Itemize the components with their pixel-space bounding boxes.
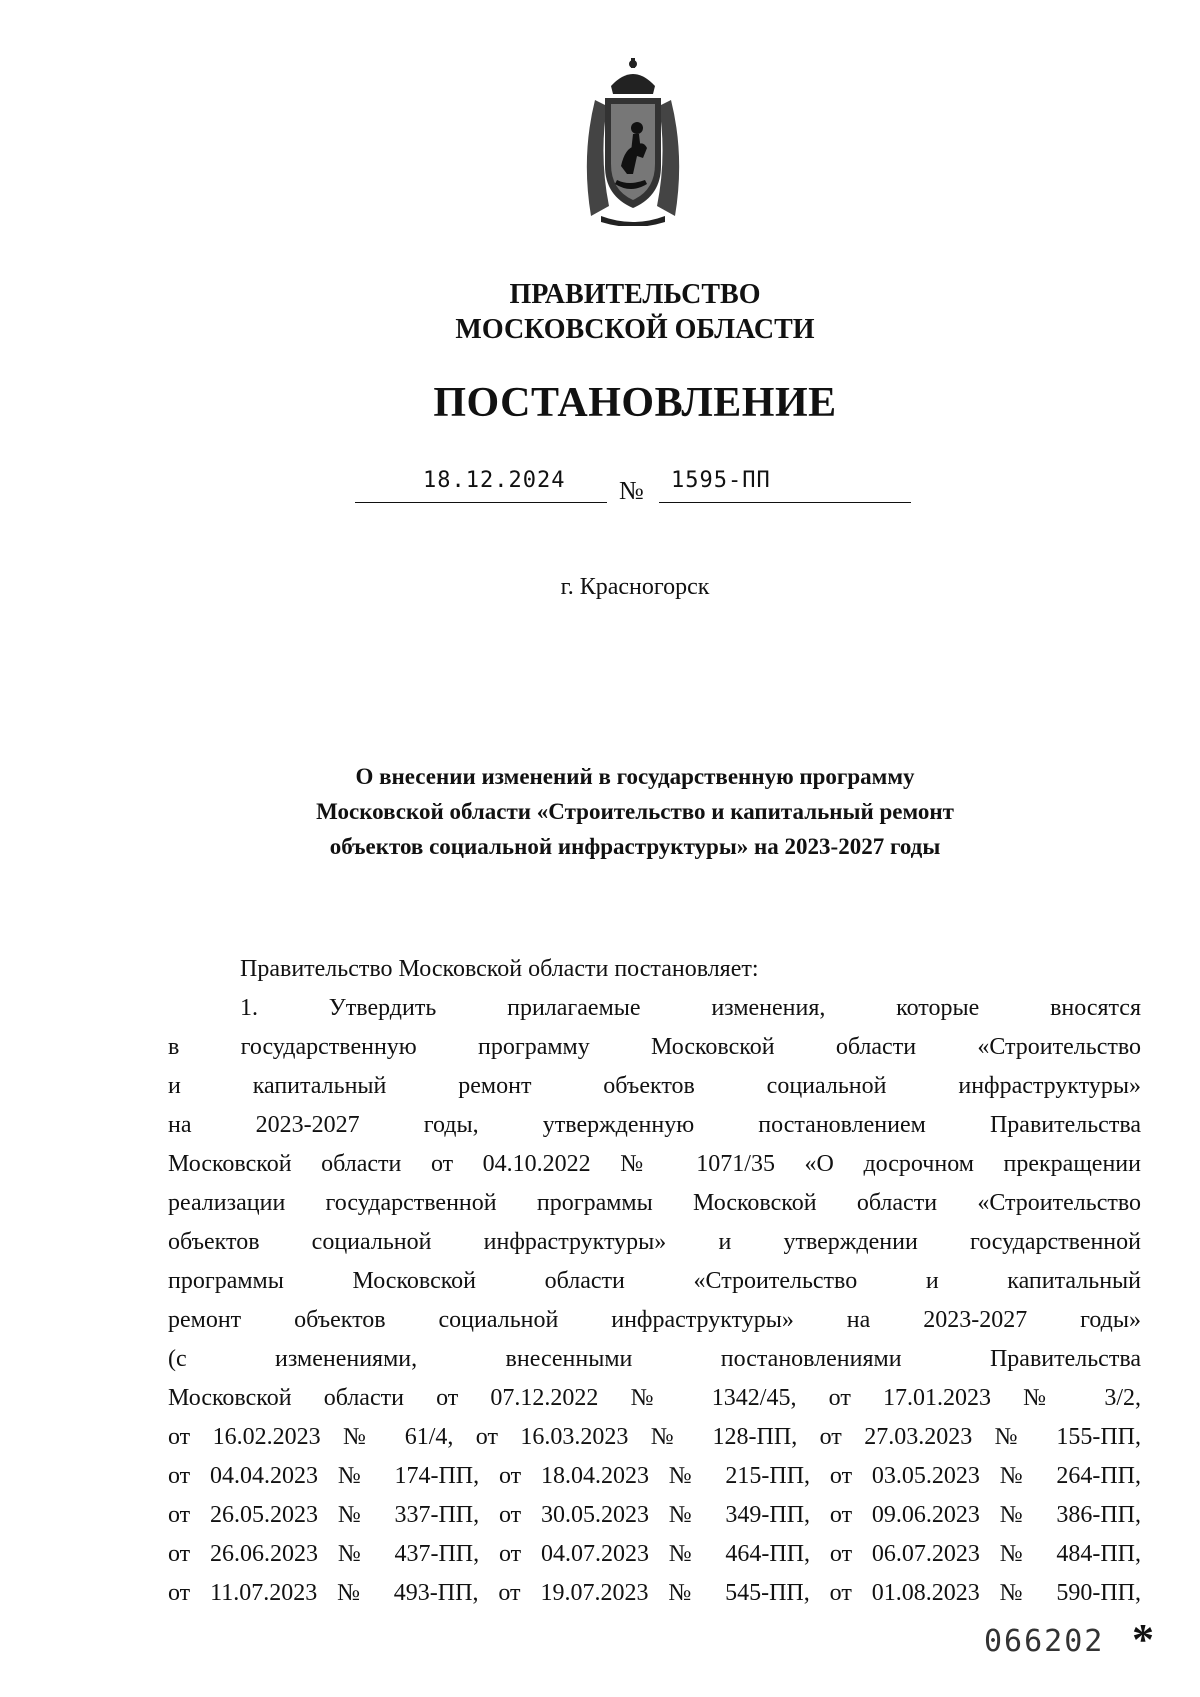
organization-name-line1: ПРАВИТЕЛЬСТВО bbox=[509, 279, 761, 310]
body-line: и капитальный ремонт объектов социальной инфраструктуры» bbox=[168, 1073, 1141, 1099]
serial-number-stamp: 066202 bbox=[984, 1624, 1105, 1659]
body-line: от 16.02.2023 № 61/4, от 16.03.2023 № 128-ПП, от 27.03.2023 № 155-ПП, bbox=[168, 1424, 1141, 1450]
body-line: от 26.06.2023 № 437-ПП, от 04.07.2023 № 464-ПП, от 06.07.2023 № 484-ПП, bbox=[168, 1541, 1141, 1567]
body-line: реализации государственной программы Московской области «Строительство bbox=[168, 1190, 1141, 1216]
body-line: от 04.04.2023 № 174-ПП, от 18.04.2023 № 215-ПП, от 03.05.2023 № 264-ПП, bbox=[168, 1463, 1141, 1489]
body-line: Московской области от 07.12.2022 № 1342/45, от 17.01.2023 № 3/2, bbox=[168, 1385, 1141, 1411]
number-underline bbox=[659, 502, 911, 503]
body-line: объектов социальной инфраструктуры» и утверждении государственной bbox=[168, 1229, 1141, 1255]
body-line: от 11.07.2023 № 493-ПП, от 19.07.2023 № 545-ПП, от 01.08.2023 № 590-ПП, bbox=[168, 1580, 1141, 1606]
coat-of-arms-emblem bbox=[573, 56, 693, 226]
body-line: Московской области от 04.10.2022 № 1071/35 «О досрочном прекращении bbox=[168, 1151, 1141, 1177]
document-number: 1595-ПП bbox=[671, 468, 771, 493]
body-line: (с изменениями, внесенными постановлениями Правительства bbox=[168, 1346, 1141, 1372]
subject-line-2: Московской области «Строительство и капитальный ремонт bbox=[316, 799, 954, 824]
body-line: на 2023-2027 годы, утвержденную постановлением Правительства bbox=[168, 1112, 1141, 1138]
subject-line-3: объектов социальной инфраструктуры» на 2023-2027 годы bbox=[329, 834, 941, 859]
body-line: программы Московской области «Строительство и капитальный bbox=[168, 1268, 1141, 1294]
body-line: в государственную программу Московской области «Строительство bbox=[168, 1034, 1141, 1060]
body-line: от 26.05.2023 № 337-ПП, от 30.05.2023 № 349-ПП, от 09.06.2023 № 386-ПП, bbox=[168, 1502, 1141, 1528]
subject-line-1: О внесении изменений в государственную программу bbox=[355, 764, 915, 789]
date-underline bbox=[355, 502, 607, 503]
body-line: ремонт объектов социальной инфраструктуры» на 2023-2027 годы» bbox=[168, 1307, 1141, 1333]
number-sign: № bbox=[619, 476, 644, 505]
city: г. Красногорск bbox=[560, 574, 710, 600]
document-date: 18.12.2024 bbox=[423, 468, 566, 493]
organization-name-line2: МОСКОВСКОЙ ОБЛАСТИ bbox=[455, 314, 815, 345]
asterisk-mark: * bbox=[1132, 1615, 1154, 1664]
body-line: 1. Утвердить прилагаемые изменения, которые вносятся bbox=[240, 995, 1141, 1021]
document-type: ПОСТАНОВЛЕНИЕ bbox=[433, 380, 837, 426]
body-intro: Правительство Московской области постановляет: bbox=[240, 956, 759, 982]
